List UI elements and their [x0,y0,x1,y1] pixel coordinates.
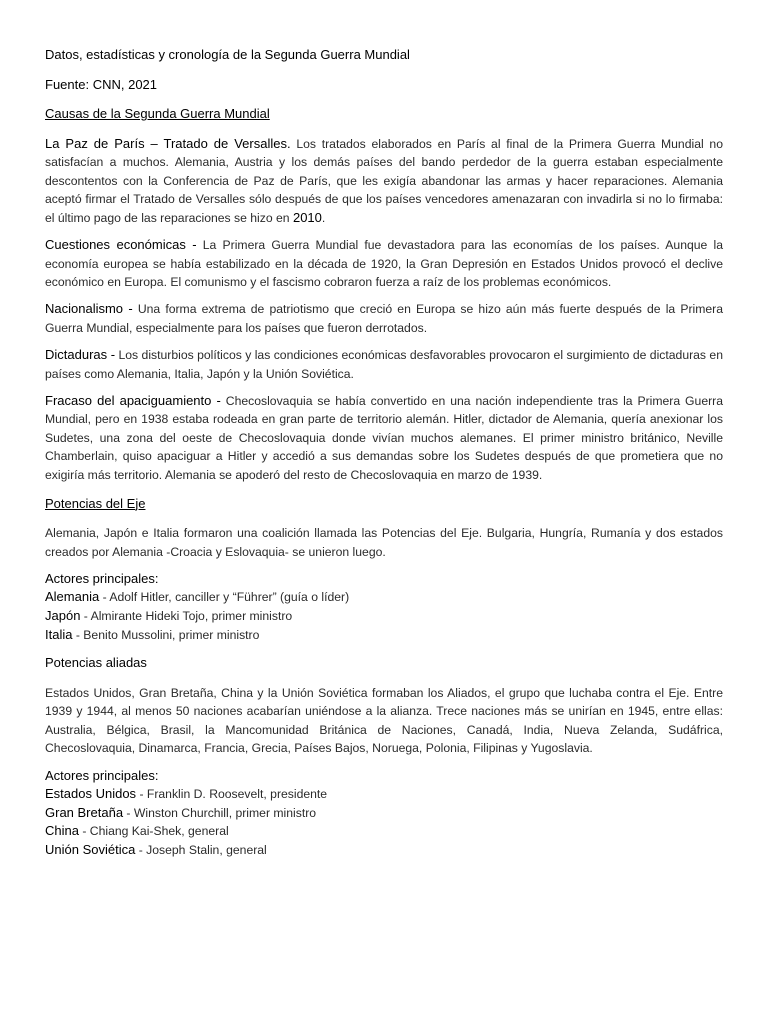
actor-country: Gran Bretaña [45,804,124,820]
axis-text: Alemania, Japón e Italia formaron una coalición llamada las Potencias del Eje. Bulgaria, Hungría, Rumanía y dos estados creados por Alemania -Croacia y Eslovaquia- se unieron luego. [45,526,723,559]
actor-desc: - Franklin D. Roosevelt, presidente [136,787,328,802]
cause-nacionalismo [45,300,723,337]
cause-versalles [45,135,723,228]
axis-actors [45,570,723,644]
axis-actor-row [45,607,723,626]
allies-actors [45,767,723,860]
axis-actor-row [45,588,723,607]
actor-desc: - Joseph Stalin, general [135,842,267,857]
cause-lead: Cuestiones económicas - [45,236,197,252]
cause-lead: Dictaduras - [45,346,116,362]
cause-economicas [45,236,723,292]
document-title: Datos, estadísticas y cronología de la Segunda Guerra Mundial [45,47,410,62]
cause-lead: Fracaso del apaciguamiento - [45,392,221,408]
actor-desc: - Adolf Hitler, canciller y “Führer” (guía o líder) [99,590,350,605]
cause-apaciguamiento [45,392,723,485]
cause-highlight-year: 2010 [292,209,322,225]
cause-end: . [321,210,326,225]
allies-actor-row [45,822,723,841]
allies-actors-title: Actores principales: [45,767,159,783]
document-source: Fuente: CNN, 2021 [45,76,158,92]
document-page [45,46,723,870]
allies-actor-row [45,841,723,860]
allies-actor-row [45,785,723,804]
actor-country: China [45,823,79,839]
actor-desc: - Almirante Hideki Tojo, primer ministro [80,608,293,623]
cause-text: Los disturbios políticos y las condiciones económicas desfavorables provocaron el surgimiento de dictaduras en países como Alemania, Italia, Japón y la Unión Soviética. [45,347,723,381]
axis-actors-title: Actores principales: [45,570,159,586]
actor-desc: - Winston Churchill, primer ministro [123,805,317,820]
axis-heading: Potencias del Eje [45,495,146,511]
cause-lead: Nacionalismo - [45,301,133,317]
causes-heading: Causas de la Segunda Guerra Mundial [45,106,270,121]
cause-lead: La Paz de París – Tratado de Versalles. [45,135,291,151]
actor-desc: - Chiang Kai-Shek, general [78,824,229,839]
actor-country: Unión Soviética [45,841,136,857]
allies-heading: Potencias aliadas [45,655,147,671]
cause-dictaduras [45,346,723,383]
cause-text: Los tratados elaborados en París al final de la Primera Guerra Mundial no satisfacían a muchos. Alemania, Austria y los demás países del bando perdedor de la guerra estaban especialmente descontentos con la Conferencia de Paz de París, que les exigía abandonar las armas y hacer reparaciones. Alemania aceptó firmar el Tratado de Versalles sólo después de que los países vencedores amenazaran con invadirla si no lo firmaba: el último pago de las reparaciones se hizo en [45,136,723,225]
axis-actor-row [45,626,723,645]
cause-text: La Primera Guerra Mundial fue devastadora para las economías de los países. Aunque la economía europea se había estabilizado en la década de 1920, la Gran Depresión en Estados Unidos provocó el declive económico en Europa. El comunismo y el fascismo cobraron fuerza a raíz de los problemas económicos. [45,237,723,290]
actor-country: Estados Unidos [45,786,137,802]
actor-country: Italia [45,626,73,642]
allies-actor-row [45,804,723,823]
allies-text: Estados Unidos, Gran Bretaña, China y la Unión Soviética formaban los Aliados, el grupo que luchaba contra el Eje. Entre 1939 y 1944, al menos 50 naciones acabarían uniéndose a la alianza. Trece naciones más se unirían en 1945, entre ellas: Australia, Bélgica, Brasil, la Mancomunidad Británica de Naciones, Canadá, India, Nueva Zelanda, Sudáfrica, Checoslovaquia, Dinamarca, Francia, Grecia, Países Bajos, Noruega, Polonia, Filipinas y Yugoslavia. [45,685,723,756]
actor-country: Japón [45,607,81,623]
actor-desc: - Benito Mussolini, primer ministro [72,627,260,642]
cause-text: Checoslovaquia se había convertido en una nación independiente tras la Primera Guerra Mundial, pero en 1938 estaba rodeada en gran parte de territorio alemán. Hitler, dictador de Alemania, quería anexionar los Sudetes, una zona del oeste de Checoslovaquia donde vivían muchos alemanes. El primer ministro británico, Neville Chamberlain, quiso apaciguar a Hitler y accedió a sus demandas sobre los Sudetes después de que prometiera que no exigiría más territorio. Alemania se apoderó del resto de Checoslovaquia en marzo de 1939. [45,393,723,482]
actor-country: Alemania [45,589,100,605]
cause-text: Una forma extrema de patriotismo que creció en Europa se hizo aún más fuerte después de la Primera Guerra Mundial, especialmente para los países que fueron derrotados. [45,302,723,335]
